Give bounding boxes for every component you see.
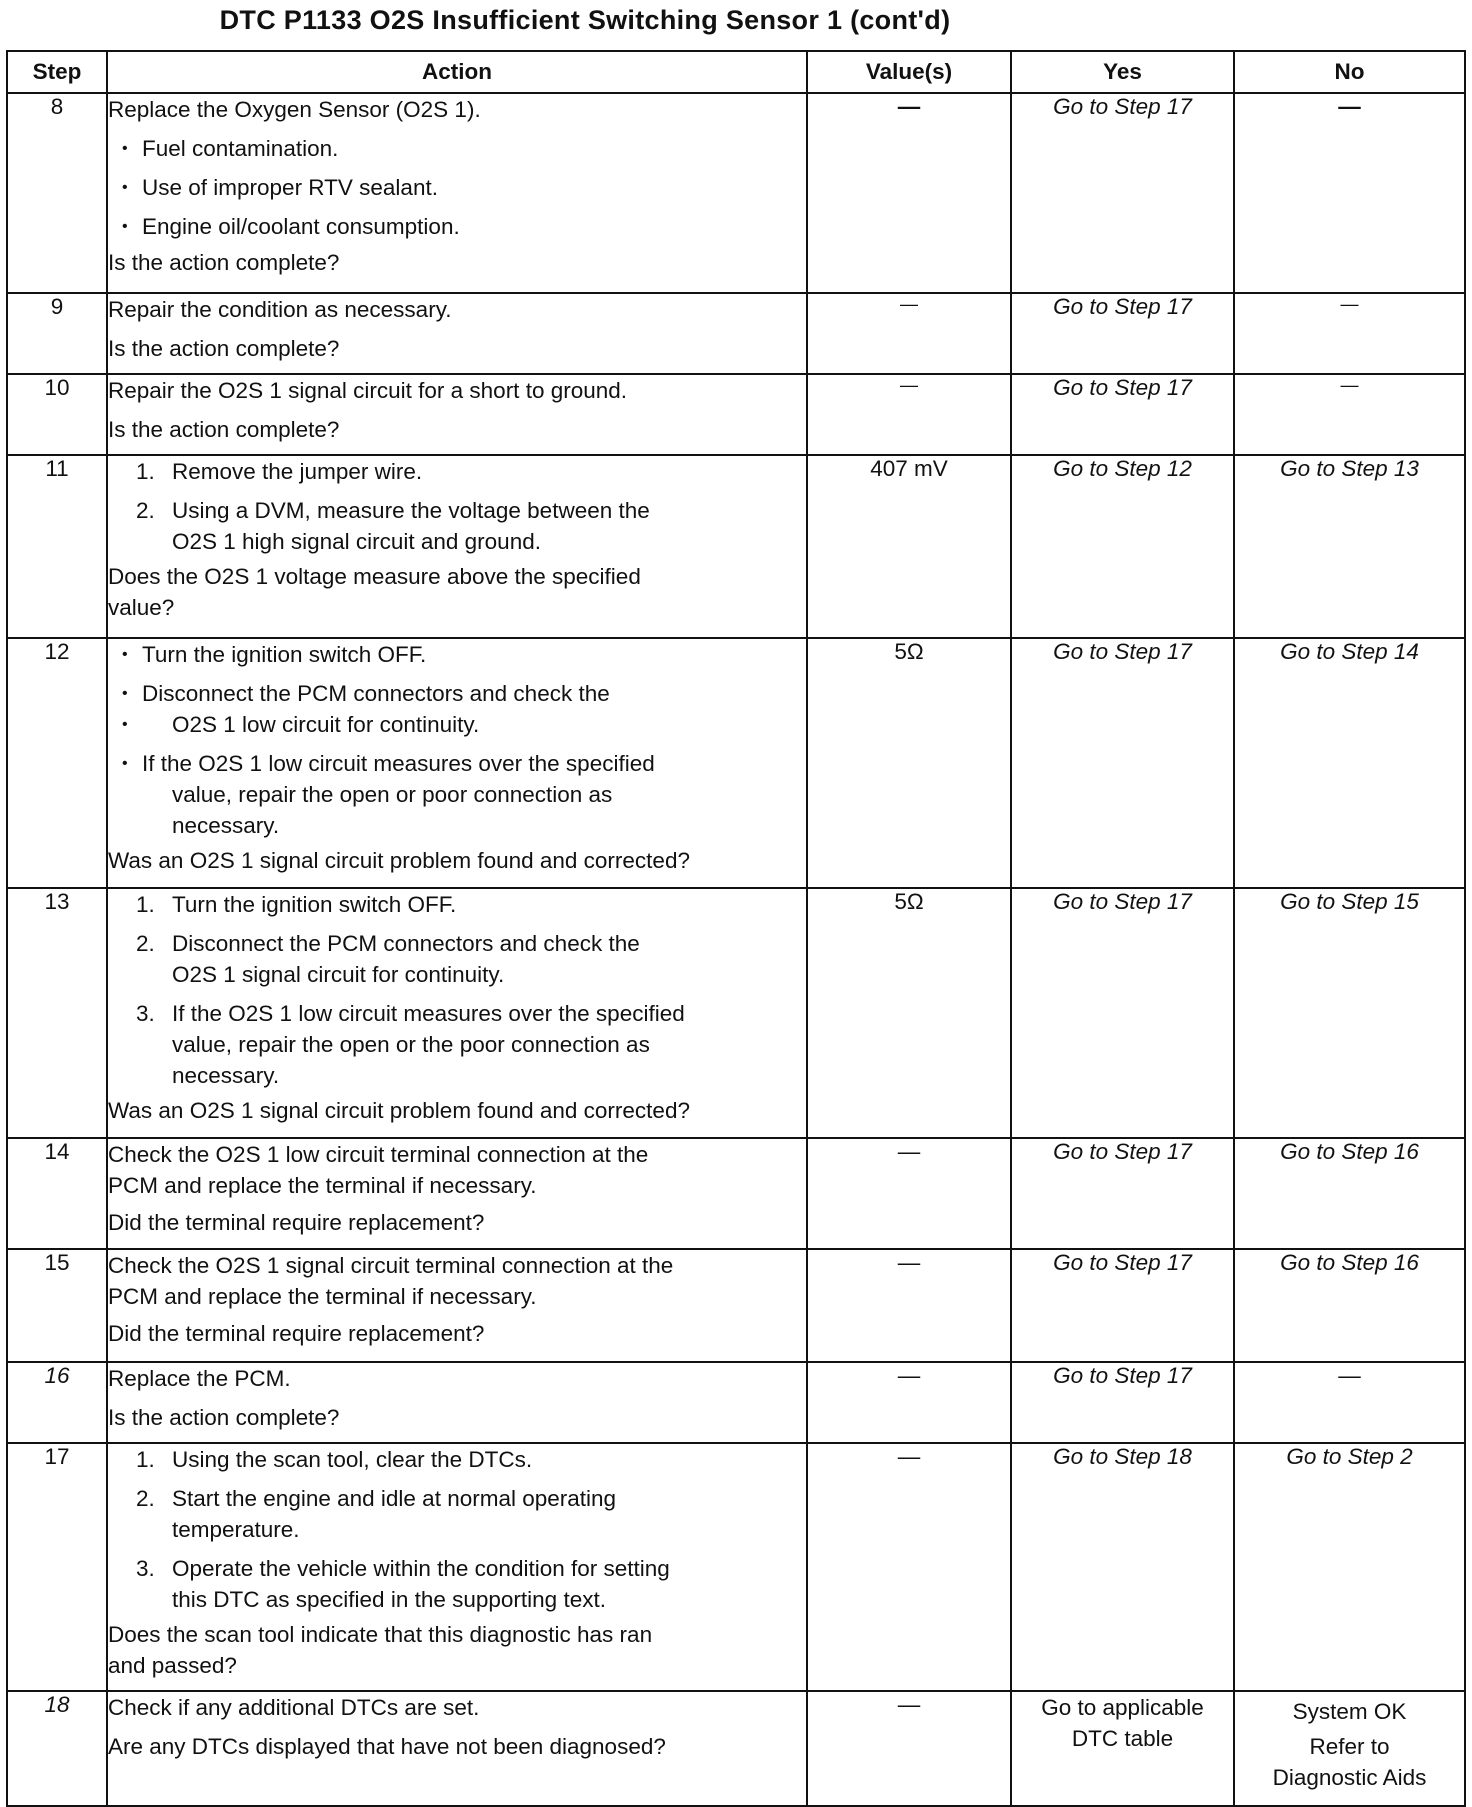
no-text-continued: Diagnostic Aids	[1272, 1765, 1427, 1790]
yes-cell: Go to Step 17	[1011, 1249, 1234, 1362]
action-step: 1. Remove the jumper wire.	[136, 459, 423, 484]
value-cell: 5Ω	[807, 888, 1011, 1138]
value-cell: —	[807, 1138, 1011, 1249]
step-number: 10	[7, 374, 107, 455]
table-row	[7, 888, 1465, 1138]
step-number: 12	[7, 638, 107, 888]
table-row	[7, 93, 1465, 293]
step-number: 11	[7, 455, 107, 638]
value-cell: —	[807, 1249, 1011, 1362]
yes-cell: Go to Step 17	[1011, 1138, 1234, 1249]
yes-cell: Go to Step 17	[1011, 293, 1234, 374]
action-bullet-continued: necessary.	[172, 813, 280, 838]
action-text: Replace the PCM.	[108, 1366, 291, 1391]
action-bullet-continued: value, repair the open or poor connection as	[172, 782, 613, 807]
yes-cell: Go to Step 17	[1011, 1362, 1234, 1443]
no-cell: —	[1234, 93, 1465, 293]
yes-cell: Go to Step 17	[1011, 374, 1234, 455]
action-cell	[107, 374, 807, 455]
action-step-continued: O2S 1 high signal circuit and ground.	[172, 529, 541, 554]
step-number: 13	[7, 888, 107, 1138]
action-question-continued: and passed?	[108, 1653, 237, 1678]
table-row	[7, 374, 1465, 455]
action-step: 3. Operate the vehicle within the condition for setting	[136, 1556, 670, 1581]
no-cell: Go to Step 15	[1234, 888, 1465, 1138]
action-step-continued: O2S 1 signal circuit for continuity.	[172, 962, 505, 987]
no-cell: Go to Step 16	[1234, 1249, 1465, 1362]
table-row	[7, 1249, 1465, 1362]
no-cell: Go to Step 16	[1234, 1138, 1465, 1249]
table-row	[7, 1443, 1465, 1691]
action-question: Does the O2S 1 voltage measure above the specified	[108, 564, 641, 589]
no-cell	[1234, 1691, 1465, 1806]
action-cell	[107, 1138, 807, 1249]
action-text: Check the O2S 1 low circuit terminal connection at the	[108, 1142, 649, 1167]
action-text-continued: PCM and replace the terminal if necessary.	[108, 1284, 537, 1309]
action-cell	[107, 888, 807, 1138]
action-cell	[107, 1362, 807, 1443]
no-cell: —	[1234, 1362, 1465, 1443]
action-text: Check the O2S 1 signal circuit terminal connection at the	[108, 1253, 674, 1278]
action-bullet: • If the O2S 1 low circuit measures over the specified	[108, 748, 806, 779]
yes-text-continued: DTC table	[1071, 1726, 1174, 1751]
action-text: Repair the condition as necessary.	[108, 297, 452, 322]
action-text: Replace the Oxygen Sensor (O2S 1).	[108, 97, 481, 122]
step-number: 9	[7, 293, 107, 374]
no-cell: Go to Step 13	[1234, 455, 1465, 638]
step-number: 18	[7, 1691, 107, 1806]
action-question: Is the action complete?	[108, 1405, 340, 1430]
table-row	[7, 1362, 1465, 1443]
header-yes: Yes	[1011, 51, 1234, 93]
action-cell	[107, 638, 807, 888]
table-row	[7, 293, 1465, 374]
action-cell	[107, 93, 807, 293]
table-row	[7, 1138, 1465, 1249]
yes-cell: Go to Step 17	[1011, 638, 1234, 888]
step-number: 17	[7, 1443, 107, 1691]
action-question: Was an O2S 1 signal circuit problem found and corrected?	[108, 848, 690, 873]
no-cell: Go to Step 14	[1234, 638, 1465, 888]
action-bullet: • Use of improper RTV sealant.	[108, 172, 806, 203]
step-number: 8	[7, 93, 107, 293]
action-question: Was an O2S 1 signal circuit problem found and corrected?	[108, 1098, 690, 1123]
action-step: 3. If the O2S 1 low circuit measures over the specified	[136, 1001, 685, 1026]
header-step: Step	[7, 51, 107, 93]
value-cell: —	[807, 293, 1011, 374]
action-question: Is the action complete?	[108, 336, 340, 361]
value-cell: —	[807, 93, 1011, 293]
action-step: 2. Using a DVM, measure the voltage between the	[136, 498, 650, 523]
action-cell	[107, 455, 807, 638]
yes-cell: Go to Step 17	[1011, 888, 1234, 1138]
yes-text: Go to applicable	[1041, 1695, 1204, 1720]
value-cell: —	[807, 1362, 1011, 1443]
value-cell: —	[807, 1443, 1011, 1691]
header-no: No	[1234, 51, 1465, 93]
step-number: 14	[7, 1138, 107, 1249]
yes-cell	[1011, 1691, 1234, 1806]
table-row	[7, 638, 1465, 888]
table-row	[7, 1691, 1465, 1806]
action-step-continued: this DTC as specified in the supporting text.	[172, 1587, 606, 1612]
no-text: System OK	[1292, 1699, 1407, 1724]
action-step-continued: value, repair the open or the poor connection as	[172, 1032, 650, 1057]
action-cell	[107, 1691, 807, 1806]
table-row	[7, 455, 1465, 638]
value-cell: 5Ω	[807, 638, 1011, 888]
action-text: Repair the O2S 1 signal circuit for a short to ground.	[108, 378, 628, 403]
header-action: Action	[107, 51, 807, 93]
action-question: Are any DTCs displayed that have not been diagnosed?	[108, 1734, 666, 1759]
value-cell: —	[807, 374, 1011, 455]
action-text: Check if any additional DTCs are set.	[108, 1695, 480, 1720]
action-cell	[107, 1443, 807, 1691]
action-step-continued: temperature.	[172, 1517, 300, 1542]
step-number: 15	[7, 1249, 107, 1362]
action-step: 2. Start the engine and idle at normal operating	[136, 1486, 617, 1511]
yes-cell: Go to Step 12	[1011, 455, 1234, 638]
yes-cell: Go to Step 18	[1011, 1443, 1234, 1691]
no-text-continued: Refer to	[1309, 1734, 1390, 1759]
value-cell: 407 mV	[807, 455, 1011, 638]
header-values: Value(s)	[807, 51, 1011, 93]
action-step-continued: necessary.	[172, 1063, 280, 1088]
action-cell	[107, 293, 807, 374]
diagnostic-table	[6, 50, 1466, 1807]
action-text-continued: PCM and replace the terminal if necessary.	[108, 1173, 537, 1198]
action-step: 1. Turn the ignition switch OFF.	[136, 892, 457, 917]
action-bullet-continued: • O2S 1 low circuit for continuity.	[108, 709, 806, 740]
value-cell: —	[807, 1691, 1011, 1806]
no-cell: —	[1234, 374, 1465, 455]
action-step: 2. Disconnect the PCM connectors and check the	[136, 931, 640, 956]
action-step: 1. Using the scan tool, clear the DTCs.	[136, 1447, 533, 1472]
step-number: 16	[7, 1362, 107, 1443]
table-header-row	[7, 51, 1465, 93]
page-title: DTC P1133 O2S Insufficient Switching Sensor 1 (cont'd)	[219, 5, 951, 35]
yes-cell: Go to Step 17	[1011, 93, 1234, 293]
action-question-continued: value?	[108, 595, 175, 620]
action-question: Is the action complete?	[108, 250, 340, 275]
no-cell: —	[1234, 293, 1465, 374]
action-bullet: • Turn the ignition switch OFF.	[108, 639, 806, 670]
action-bullet: • Fuel contamination.	[108, 133, 806, 164]
action-question: Is the action complete?	[108, 417, 340, 442]
action-bullet: • Disconnect the PCM connectors and check the	[108, 678, 806, 709]
action-question: Does the scan tool indicate that this diagnostic has ran	[108, 1622, 653, 1647]
action-bullet: • Engine oil/coolant consumption.	[108, 211, 806, 242]
action-question: Did the terminal require replacement?	[108, 1210, 485, 1235]
action-question: Did the terminal require replacement?	[108, 1321, 485, 1346]
action-cell	[107, 1249, 807, 1362]
no-cell: Go to Step 2	[1234, 1443, 1465, 1691]
